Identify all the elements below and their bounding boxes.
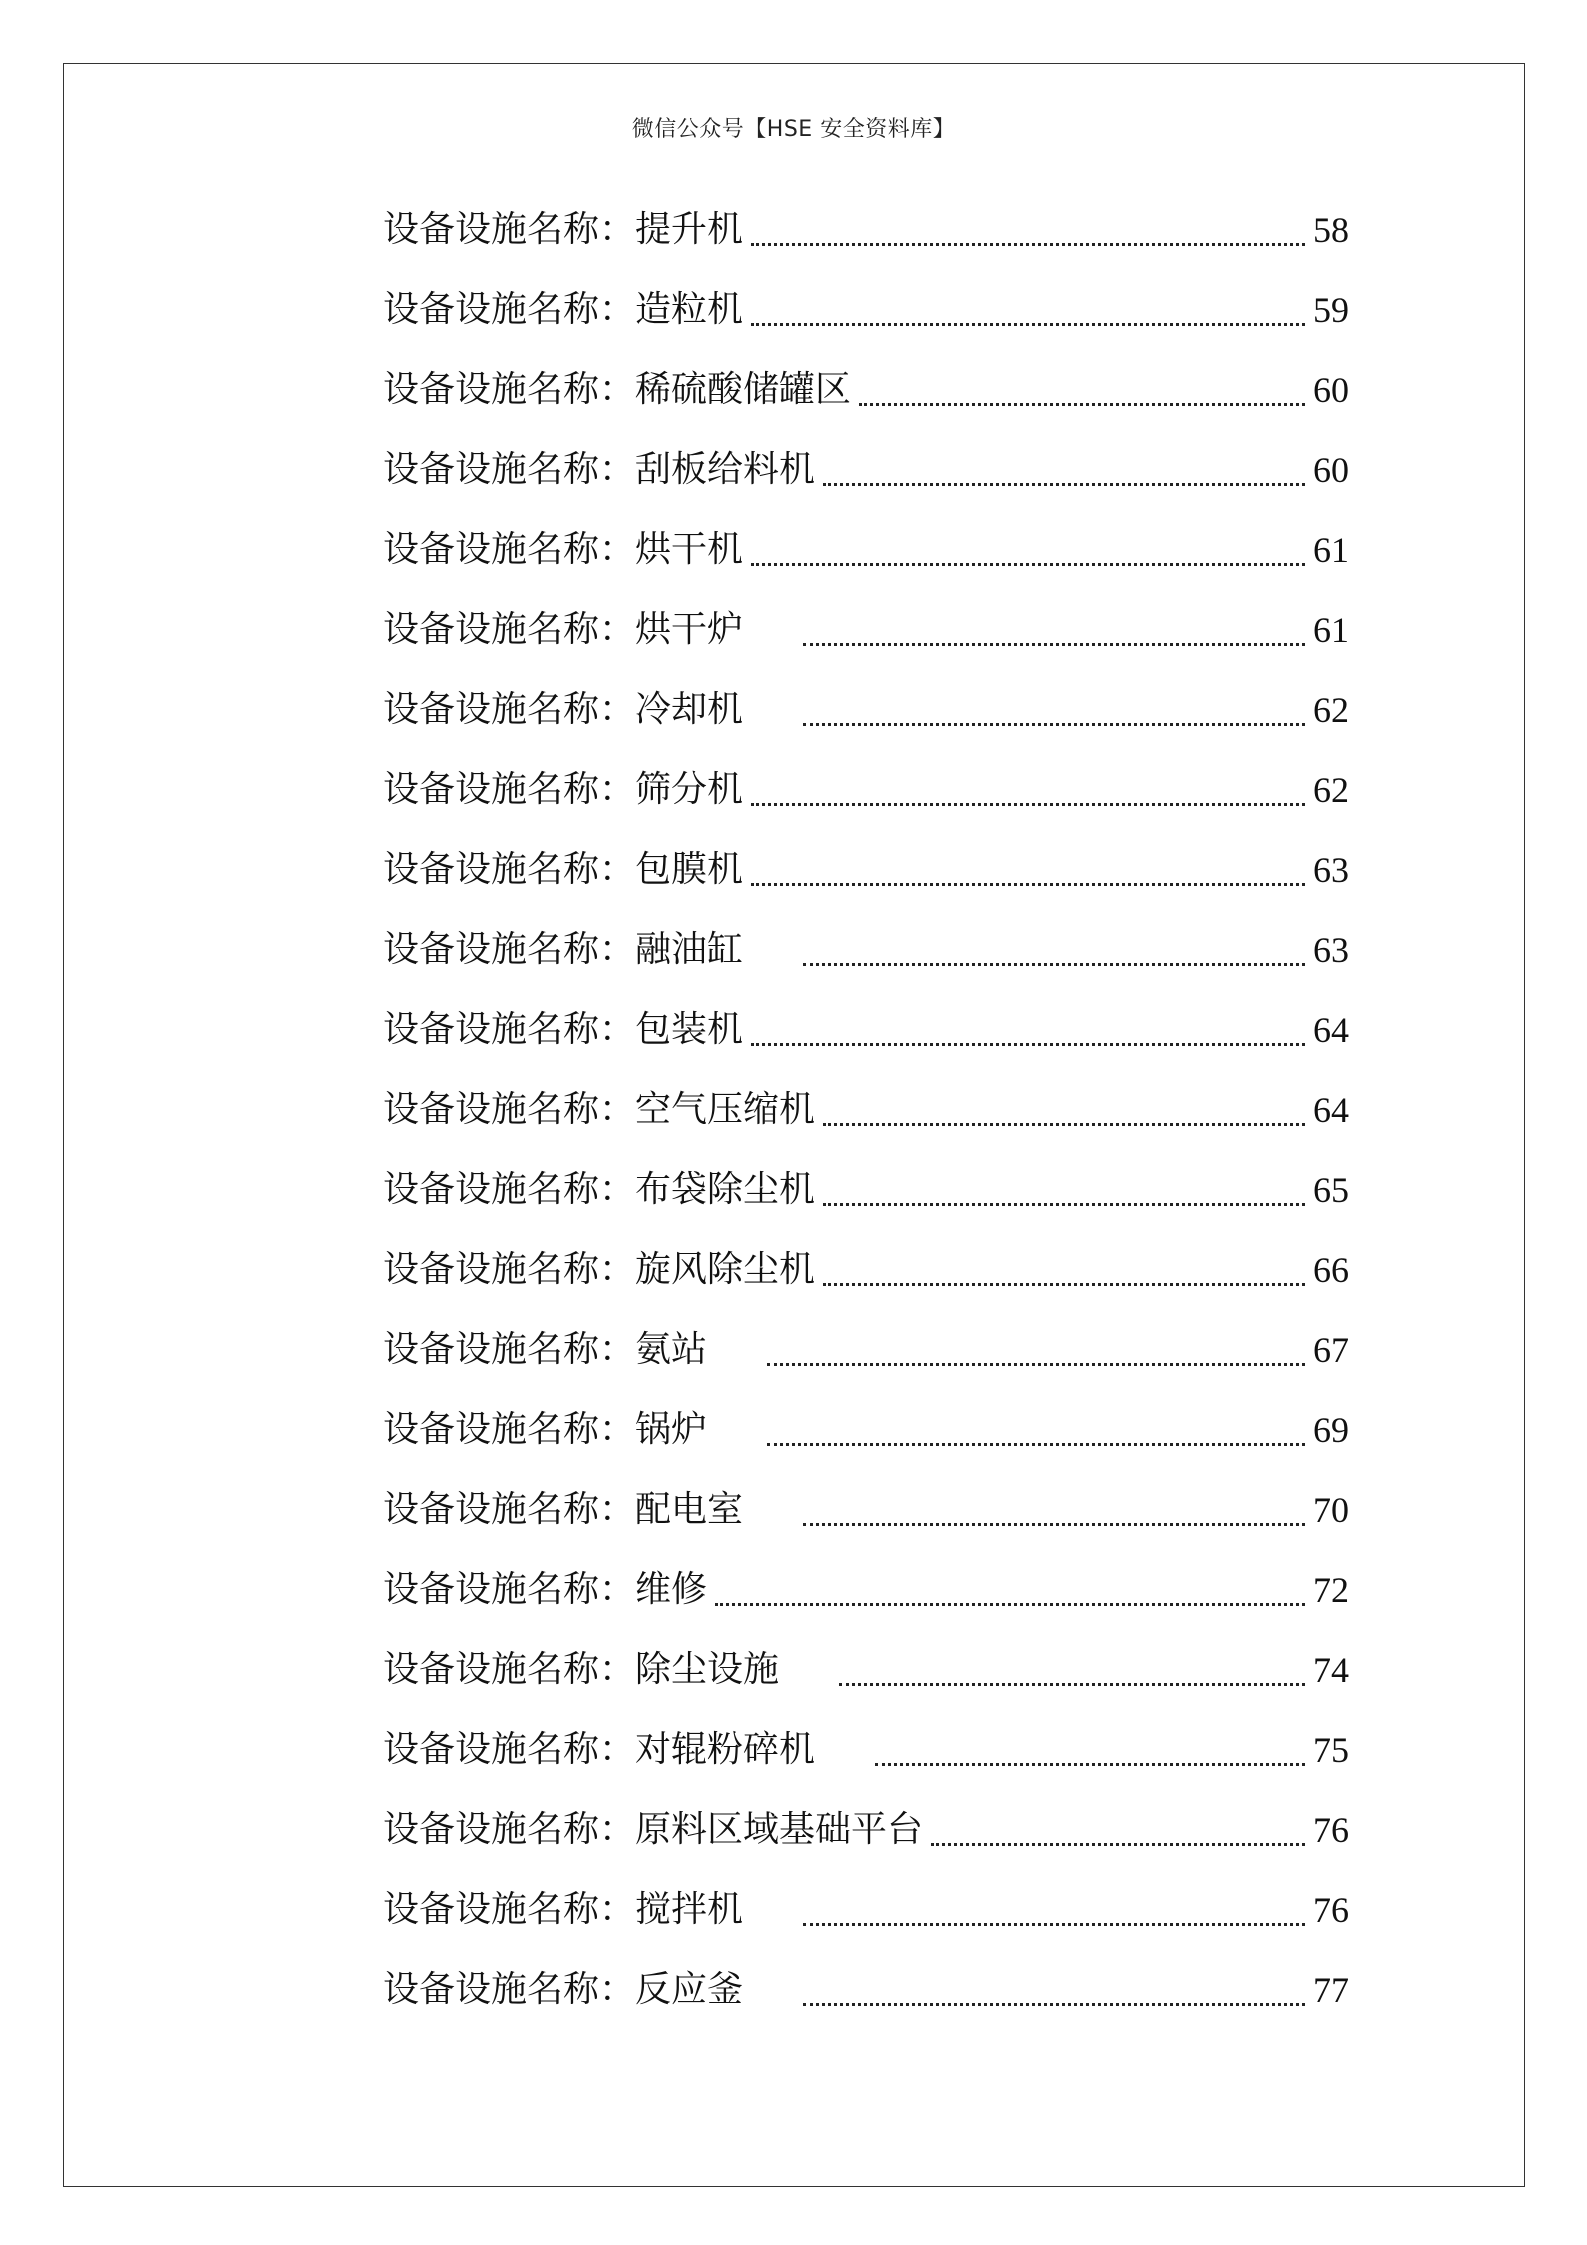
toc-entry-prefix: 设备设施名称： [383, 1089, 636, 1130]
toc-entry-prefix: 设备设施名称： [383, 1329, 636, 1370]
toc-dot-leader [751, 563, 1305, 566]
toc-entry-page-number: 72 [1313, 1570, 1349, 1610]
toc-entry-prefix: 设备设施名称： [383, 1649, 636, 1690]
toc-entry-name: 搅拌机 [635, 1889, 744, 1930]
toc-entry-prefix: 设备设施名称： [383, 209, 636, 250]
toc-dot-leader [875, 1763, 1305, 1766]
toc-entry-prefix: 设备设施名称： [383, 1569, 636, 1610]
toc-dot-leader [859, 403, 1305, 406]
toc-dot-leader [931, 1843, 1305, 1846]
toc-entry[interactable] [383, 1240, 1349, 1300]
toc-entry-prefix: 设备设施名称： [383, 369, 636, 410]
toc-entry[interactable] [383, 1320, 1349, 1380]
toc-entry-page-number: 70 [1313, 1490, 1349, 1530]
toc-entry[interactable] [383, 1560, 1349, 1620]
toc-entry-page-number: 64 [1313, 1010, 1349, 1050]
toc-dot-leader [803, 1523, 1305, 1526]
toc-entry-page-number: 74 [1313, 1650, 1349, 1690]
toc-dot-leader [803, 963, 1305, 966]
toc-entry-name: 融油缸 [635, 929, 744, 970]
toc-entry-prefix: 设备设施名称： [383, 289, 636, 330]
toc-entry-prefix: 设备设施名称： [383, 609, 636, 650]
toc-dot-leader [823, 1203, 1305, 1206]
toc-dot-leader [751, 1043, 1305, 1046]
toc-dot-leader [715, 1603, 1305, 1606]
toc-entry-page-number: 67 [1313, 1330, 1349, 1370]
toc-entry-page-number: 76 [1313, 1890, 1349, 1930]
toc-entry-prefix: 设备设施名称： [383, 449, 636, 490]
toc-entry-page-number: 61 [1313, 610, 1349, 650]
toc-entry-prefix: 设备设施名称： [383, 1409, 636, 1450]
toc-entry[interactable] [383, 1800, 1349, 1860]
toc-entry-prefix: 设备设施名称： [383, 929, 636, 970]
toc-entry-prefix: 设备设施名称： [383, 1009, 636, 1050]
toc-entry[interactable] [383, 280, 1349, 340]
toc-entry[interactable] [383, 1400, 1349, 1460]
toc-entry-prefix: 设备设施名称： [383, 1489, 636, 1530]
toc-dot-leader [803, 723, 1305, 726]
toc-dot-leader [751, 803, 1305, 806]
toc-entry-name: 氨站 [635, 1329, 708, 1370]
toc-entry[interactable] [383, 1080, 1349, 1140]
toc-dot-leader [751, 883, 1305, 886]
toc-entry-name: 配电室 [635, 1489, 744, 1530]
toc-entry-name: 旋风除尘机 [635, 1249, 816, 1290]
toc-dot-leader [767, 1443, 1305, 1446]
toc-entry-page-number: 58 [1313, 210, 1349, 250]
toc-entry-name: 烘干炉 [635, 609, 744, 650]
toc-dot-leader [767, 1363, 1305, 1366]
toc-entry-prefix: 设备设施名称： [383, 689, 636, 730]
toc-dot-leader [751, 323, 1305, 326]
toc-entry-name: 筛分机 [635, 769, 744, 810]
toc-entry-prefix: 设备设施名称： [383, 1249, 636, 1290]
toc-entry[interactable] [383, 1000, 1349, 1060]
toc-entry-name: 对辊粉碎机 [635, 1729, 816, 1770]
toc-entry-name: 提升机 [635, 209, 744, 250]
toc-entry-name: 布袋除尘机 [635, 1169, 816, 1210]
toc-entry-page-number: 59 [1313, 290, 1349, 330]
toc-entry-page-number: 69 [1313, 1410, 1349, 1450]
toc-entry[interactable] [383, 1960, 1349, 2020]
toc-entry-name: 空气压缩机 [635, 1089, 816, 1130]
toc-dot-leader [803, 643, 1305, 646]
toc-entry-name: 烘干机 [635, 529, 744, 570]
toc-entry[interactable] [383, 1640, 1349, 1700]
toc-entry-page-number: 75 [1313, 1730, 1349, 1770]
toc-entry[interactable] [383, 360, 1349, 420]
toc-entry-prefix: 设备设施名称： [383, 1809, 636, 1850]
toc-entry[interactable] [383, 760, 1349, 820]
toc-entry-page-number: 61 [1313, 530, 1349, 570]
toc-entry-prefix: 设备设施名称： [383, 1169, 636, 1210]
toc-entry[interactable] [383, 440, 1349, 500]
toc-dot-leader [823, 1283, 1305, 1286]
toc-entry-page-number: 66 [1313, 1250, 1349, 1290]
toc-entry-page-number: 60 [1313, 370, 1349, 410]
toc-entry[interactable] [383, 520, 1349, 580]
toc-entry-name: 反应釜 [635, 1969, 744, 2010]
toc-entry-page-number: 62 [1313, 770, 1349, 810]
toc-entry-name: 除尘设施 [635, 1649, 780, 1690]
toc-entry-prefix: 设备设施名称： [383, 1889, 636, 1930]
toc-entry-page-number: 77 [1313, 1970, 1349, 2010]
toc-entry-prefix: 设备设施名称： [383, 849, 636, 890]
toc-entry-name: 维修 [635, 1569, 708, 1610]
toc-entry-name: 稀硫酸储罐区 [635, 369, 852, 410]
toc-dot-leader [751, 243, 1305, 246]
toc-entry-name: 锅炉 [635, 1409, 708, 1450]
toc-entry[interactable] [383, 680, 1349, 740]
toc-entry-page-number: 63 [1313, 930, 1349, 970]
toc-dot-leader [803, 2003, 1305, 2006]
toc-entry[interactable] [383, 1880, 1349, 1940]
toc-entry-prefix: 设备设施名称： [383, 1729, 636, 1770]
toc-entry-prefix: 设备设施名称： [383, 529, 636, 570]
toc-entry[interactable] [383, 600, 1349, 660]
toc-entry-name: 冷却机 [635, 689, 744, 730]
toc-dot-leader [823, 1123, 1305, 1126]
toc-entry-prefix: 设备设施名称： [383, 769, 636, 810]
toc-entry-page-number: 65 [1313, 1170, 1349, 1210]
toc-entry-prefix: 设备设施名称： [383, 1969, 636, 2010]
toc-entry-name: 包装机 [635, 1009, 744, 1050]
toc-entry-name: 刮板给料机 [635, 449, 816, 490]
toc-entry[interactable] [383, 920, 1349, 980]
toc-entry[interactable] [383, 1720, 1349, 1780]
toc-entry[interactable] [383, 1480, 1349, 1540]
toc-entry-page-number: 63 [1313, 850, 1349, 890]
toc-entry-page-number: 60 [1313, 450, 1349, 490]
toc-entry-page-number: 76 [1313, 1810, 1349, 1850]
page-header: 微信公众号【HSE 安全资料库】 [631, 117, 956, 142]
toc-dot-leader [839, 1683, 1305, 1686]
toc-dot-leader [803, 1923, 1305, 1926]
toc-entry-page-number: 62 [1313, 690, 1349, 730]
toc-entry-name: 造粒机 [635, 289, 744, 330]
toc-entry[interactable] [383, 200, 1349, 260]
toc-entry-name: 原料区域基础平台 [635, 1809, 924, 1850]
toc-entry-page-number: 64 [1313, 1090, 1349, 1130]
toc-entry[interactable] [383, 840, 1349, 900]
toc-entry-name: 包膜机 [635, 849, 744, 890]
toc-entry[interactable] [383, 1160, 1349, 1220]
toc-dot-leader [823, 483, 1305, 486]
